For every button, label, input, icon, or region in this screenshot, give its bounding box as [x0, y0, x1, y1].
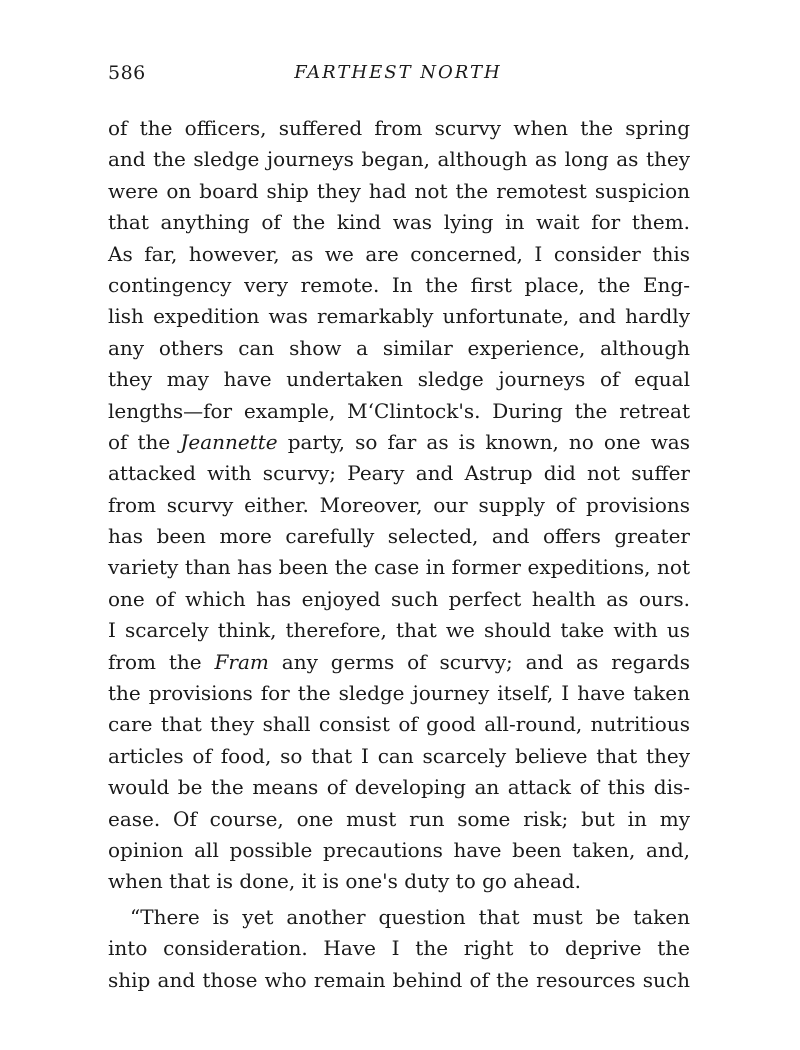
body-text [108, 113, 690, 996]
text-line: of the officers, suffered from scurvy when the spring [108, 116, 690, 140]
text-line: articles of food, so that I can scarcely believe that they [108, 743, 690, 768]
text-line: I scarcely think, therefore, that we should take with us [108, 618, 690, 643]
text-line: any others can show a similar experience, although [108, 335, 690, 360]
text-line: one of which has enjoyed such perfect health as ours. [108, 586, 690, 611]
text-line: variety than has been the case in former expeditions, not [108, 555, 690, 580]
text-line: ease. Of course, one must run some risk; but in my [108, 806, 690, 831]
page-header [108, 62, 688, 92]
text-line: would be the means of developing an attack of this dis- [108, 775, 690, 800]
text-line: of the Jeannette party, so far as is known, no one was [108, 429, 690, 454]
text-line: that anything of the kind was lying in wait for them. [108, 210, 690, 235]
text-line: and the sledge journeys began, although as long as they [108, 147, 690, 172]
text-line: into consideration. Have I the right to deprive the [108, 936, 690, 961]
text-line: were on board ship they had not the remotest suspicion [108, 178, 690, 203]
text-line: As far, however, as we are concerned, I consider this [108, 241, 690, 266]
text-line: lish expedition was remarkably unfortunate, and hardly [108, 304, 690, 329]
text-line: contingency very remote. In the first place, the Eng- [108, 272, 690, 297]
text-line: has been more carefully selected, and offers greater [108, 524, 690, 549]
text-line: attacked with scurvy; Peary and Astrup did not suffer [108, 461, 690, 486]
paragraph-end-line: when that is done, it is one's duty to go ahead. [108, 869, 582, 894]
paragraph-start-line: “There is yet another question that must be taken [130, 904, 690, 929]
text-line: ship and those who remain behind of the resources such [108, 967, 690, 992]
text-line: care that they shall consist of good all-round, nutritious [108, 712, 690, 737]
page-number: 586 [108, 62, 146, 84]
ship-name-fram: Fram [214, 649, 269, 674]
text-line: opinion all possible precautions have been taken, and, [108, 837, 690, 862]
text-line: from scurvy either. Moreover, our supply of provisions [108, 492, 690, 517]
text-line: they may have undertaken sledge journeys of equal [108, 367, 690, 392]
text-line: from the Fram any germs of scurvy; and as regards [108, 649, 691, 674]
text-line: the provisions for the sledge journey itself, I have taken [108, 681, 690, 706]
running-head: FARTHEST NORTH [294, 62, 502, 83]
text-line: lengths—for example, M‘Clintock's. During the retreat [108, 398, 690, 423]
ship-name-jeannette: Jeannette [180, 429, 278, 454]
